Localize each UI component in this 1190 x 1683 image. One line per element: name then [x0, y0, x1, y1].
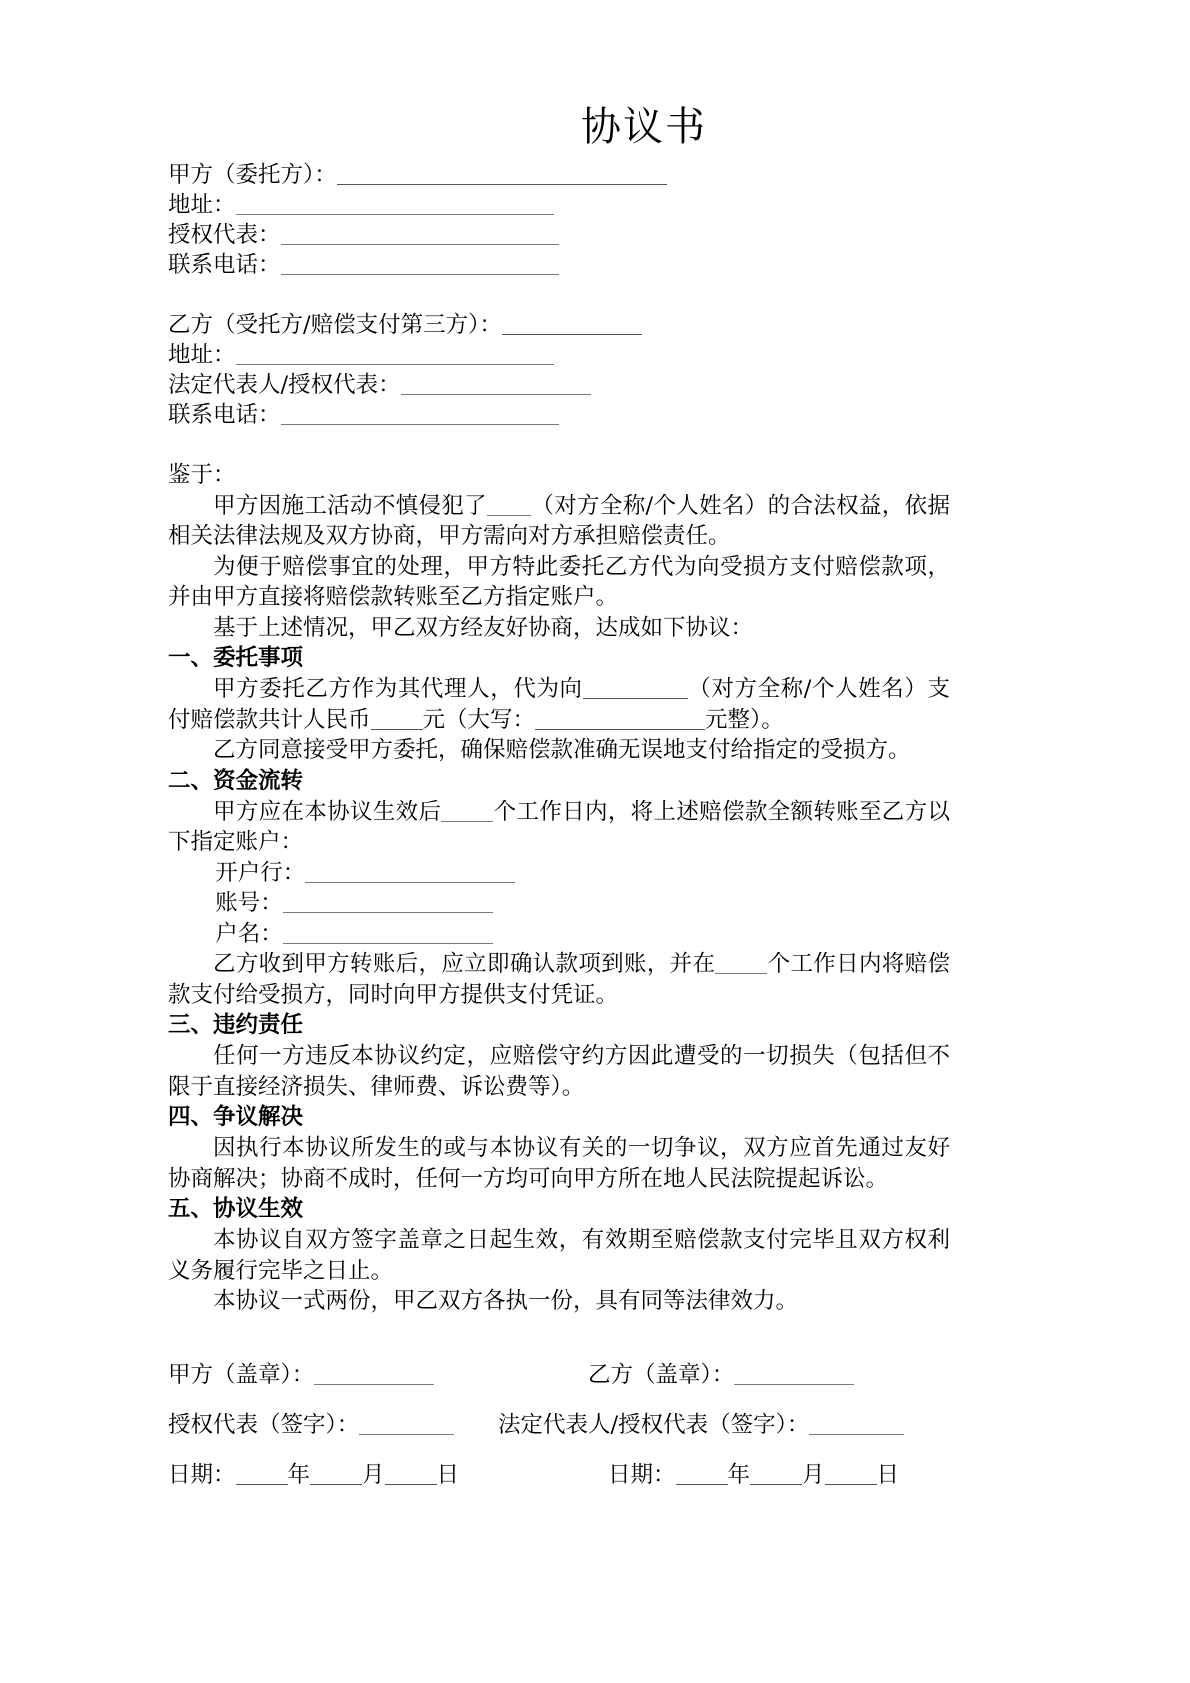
party-b-name-row — [168, 310, 950, 340]
date-party-a-month-blank[interactable] — [310, 1464, 362, 1485]
date-party-b — [608, 1459, 950, 1491]
section-1-p1-part-b: （对方全称/个人姓名）支付赔偿款共计人民币 — [168, 676, 950, 733]
bank-name-blank[interactable] — [305, 862, 515, 883]
recitals-p1-part-a: 甲方因施工活动不慎侵犯了 — [213, 492, 488, 519]
date-party-a-day-unit: 日 — [436, 1461, 460, 1488]
signature-party-a — [168, 1409, 498, 1441]
section-1-p1-part-c: 元（大写： — [422, 706, 536, 733]
seal-party-b-label: 乙方（盖章）： — [588, 1361, 735, 1388]
signature-party-b-label: 法定代表人/授权代表（签字）： — [498, 1411, 810, 1438]
party-a-representative-blank[interactable] — [281, 224, 559, 245]
section-2-p2-part-a: 乙方收到甲方转账后，应立即确认款项到账，并在 — [213, 951, 716, 977]
party-b-name-blank[interactable] — [502, 314, 642, 335]
section-1-amount-words-blank[interactable] — [535, 709, 705, 730]
party-a-name-row — [168, 160, 950, 190]
date-party-b-year-blank[interactable] — [676, 1464, 728, 1485]
date-row — [168, 1459, 950, 1491]
recitals-paragraph-1 — [168, 491, 950, 552]
party-a-phone-row — [168, 250, 950, 280]
spacer-recitals — [168, 430, 950, 460]
section-5-paragraph-2: 本协议一式两份，甲乙双方各执一份，具有同等法律效力。 — [213, 1288, 799, 1314]
seal-party-a-label: 甲方（盖章）： — [168, 1361, 315, 1388]
party-a-representative-label: 授权代表： — [168, 222, 281, 248]
section-3-paragraph-1: 任何一方违反本协议约定，应赔偿守约方因此遭受的一切损失（包括但不限于直接经济损失、律师费、诉讼费等）。 — [168, 1043, 950, 1100]
section-2-payout-days-blank[interactable] — [715, 953, 767, 974]
signature-row — [168, 1409, 950, 1441]
seal-party-b-blank[interactable] — [734, 1364, 854, 1385]
section-1-heading: 一、委托事项 — [168, 645, 304, 671]
section-2-days-blank[interactable] — [441, 801, 493, 822]
section-4-heading: 四、争议解决 — [168, 1104, 304, 1130]
account-number-label: 账号： — [215, 890, 283, 916]
date-party-b-year-unit: 年 — [727, 1461, 751, 1488]
party-a-block — [168, 160, 950, 280]
recitals-p1-part-b: （对方全称/个人姓名）的合法权益，依据相关法律法规及双方协商，甲方需向对方承担赔偿责任。 — [168, 492, 950, 549]
account-name-row — [168, 919, 950, 950]
party-b-block — [168, 310, 950, 430]
party-a-address-blank[interactable] — [236, 194, 554, 215]
party-b-phone-blank[interactable] — [281, 404, 559, 425]
section-2-p1-part-a: 甲方应在本协议生效后 — [213, 798, 442, 825]
recitals-paragraph-3: 基于上述情况，甲乙双方经友好协商，达成如下协议： — [213, 614, 754, 641]
recitals-block — [168, 460, 950, 643]
party-b-phone-label: 联系电话： — [168, 402, 281, 428]
bank-name-row — [168, 858, 950, 889]
party-b-representative-blank[interactable] — [401, 374, 591, 395]
section-2-paragraph-1 — [168, 797, 950, 858]
section-2-paragraph-2 — [168, 949, 950, 1010]
party-a-phone-label: 联系电话： — [168, 252, 281, 278]
date-party-b-day-blank[interactable] — [825, 1464, 877, 1485]
section-2-p1-part-b: 个工作日内，将上述赔偿款全额转账至乙方以下指定账户： — [168, 798, 950, 855]
party-a-representative-row — [168, 220, 950, 250]
party-b-representative-row — [168, 370, 950, 400]
date-party-a-label: 日期： — [168, 1461, 236, 1488]
spacer-parties — [168, 280, 950, 310]
seal-party-a — [168, 1359, 588, 1391]
section-1-payee-blank[interactable] — [583, 678, 688, 699]
date-party-a-year-unit: 年 — [287, 1461, 311, 1488]
party-b-name-label: 乙方（受托方/赔偿支付第三方）： — [168, 312, 502, 338]
date-party-a-year-blank[interactable] — [236, 1464, 288, 1485]
section-1-paragraph-1 — [168, 674, 950, 735]
section-3-heading: 三、违约责任 — [168, 1012, 304, 1038]
party-b-address-blank[interactable] — [236, 344, 554, 365]
recitals-heading: 鉴于： — [168, 462, 236, 488]
spacer-sign-2 — [168, 1441, 950, 1459]
recitals-injured-party-blank[interactable] — [487, 495, 531, 516]
party-b-representative-label: 法定代表人/授权代表： — [168, 372, 401, 398]
party-a-phone-blank[interactable] — [281, 254, 559, 275]
signature-party-a-label: 授权代表（签字）： — [168, 1411, 360, 1438]
seal-party-a-blank[interactable] — [314, 1364, 434, 1385]
date-party-b-day-unit: 日 — [876, 1461, 900, 1488]
date-party-a-day-blank[interactable] — [385, 1464, 437, 1485]
date-party-a-month-unit: 月 — [362, 1461, 385, 1488]
section-4-paragraph-1: 因执行本协议所发生的或与本协议有关的一切争议，双方应首先通过友好协商解决；协商不成时，任何一方均可向甲方所在地人民法院提起诉讼。 — [168, 1135, 950, 1192]
section-2-p2-part-b: 个工作日内将赔偿款支付给受损方，同时向甲方提供支付凭证。 — [168, 951, 950, 1008]
bank-name-label: 开户行： — [215, 859, 306, 886]
signature-party-b — [498, 1409, 950, 1441]
section-entrusted-matters — [168, 643, 950, 766]
date-party-b-label: 日期： — [608, 1461, 676, 1488]
section-1-p1-part-a: 甲方委托乙方作为其代理人，代为向 — [213, 676, 583, 702]
section-fund-flow — [168, 766, 950, 1011]
signature-party-b-blank[interactable] — [809, 1414, 904, 1435]
party-b-address-row — [168, 340, 950, 370]
party-a-name-blank[interactable] — [337, 164, 667, 185]
spacer-sign-1 — [168, 1391, 950, 1409]
spacer-signature — [168, 1317, 950, 1359]
account-number-row — [168, 888, 950, 919]
party-b-address-label: 地址： — [168, 342, 236, 368]
party-b-phone-row — [168, 400, 950, 430]
date-party-b-month-blank[interactable] — [750, 1464, 802, 1485]
section-5-heading: 五、协议生效 — [168, 1196, 304, 1222]
account-number-blank[interactable] — [283, 892, 493, 913]
date-party-a — [168, 1459, 608, 1491]
section-1-paragraph-2: 乙方同意接受甲方委托，确保赔偿款准确无误地支付给指定的受损方。 — [213, 737, 911, 763]
party-a-address-row — [168, 190, 950, 220]
page-title: 协议书 — [581, 104, 707, 150]
section-effectiveness — [168, 1194, 950, 1317]
seal-row — [168, 1359, 950, 1391]
account-name-blank[interactable] — [283, 923, 493, 944]
section-5-paragraph-1: 本协议自双方签字盖章之日起生效，有效期至赔偿款支付完毕且双方权利义务履行完毕之日止。 — [168, 1227, 950, 1284]
document-body — [168, 100, 950, 1491]
section-dispute-resolution — [168, 1102, 950, 1194]
section-1-amount-blank[interactable] — [371, 709, 423, 730]
section-1-p1-part-d: 元整）。 — [705, 706, 784, 733]
signature-party-a-blank[interactable] — [359, 1414, 454, 1435]
recitals-paragraph-2: 为便于赔偿事宜的处理，甲方特此委托乙方代为向受损方支付赔偿款项，并由甲方直接将赔偿款转账至乙方指定账户。 — [168, 553, 950, 610]
section-breach-liability — [168, 1010, 950, 1102]
signature-block — [168, 1359, 950, 1491]
seal-party-b — [588, 1359, 950, 1391]
date-party-b-month-unit: 月 — [802, 1461, 825, 1488]
party-a-name-label: 甲方（委托方）： — [168, 162, 337, 188]
section-2-heading: 二、资金流转 — [168, 767, 304, 794]
party-a-address-label: 地址： — [168, 192, 236, 218]
account-name-label: 户名： — [215, 920, 283, 947]
